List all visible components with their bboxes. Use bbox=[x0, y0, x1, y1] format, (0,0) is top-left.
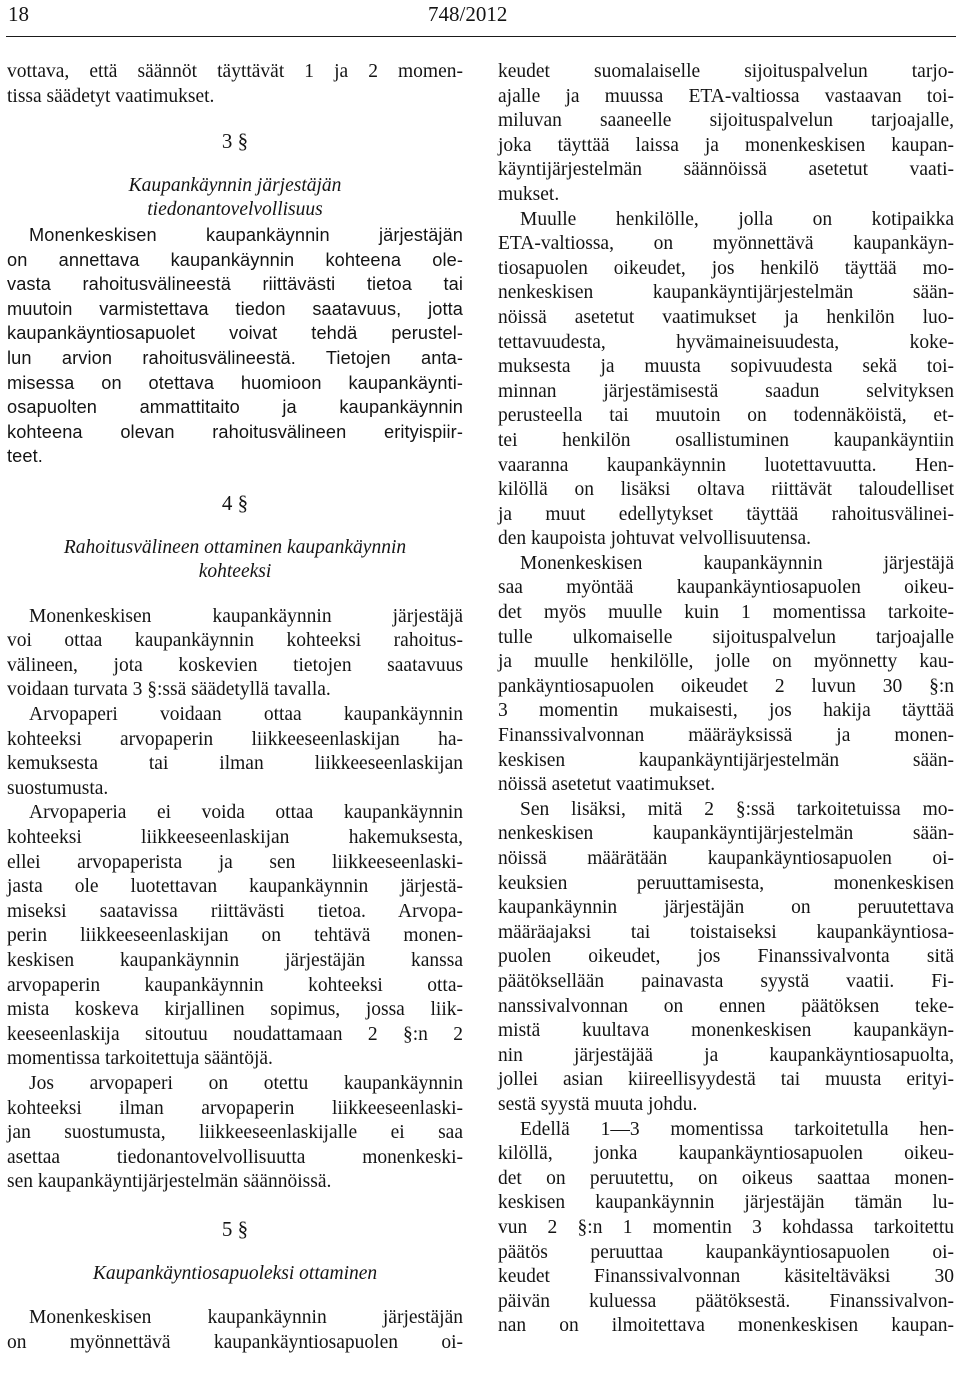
section-4-number: 4 § bbox=[221, 490, 249, 515]
text-line: nan on ilmoitettava monenkeskisen kaupan- bbox=[498, 1315, 954, 1337]
page-number: 18 bbox=[8, 2, 29, 26]
section-4-paragraph-2 bbox=[7, 703, 463, 801]
text-line: keudet Finanssivalvonnan käsiteltäväksi 30 bbox=[498, 1266, 954, 1288]
text-line: keskisen kaupankäyntijärjestelmän sään- bbox=[498, 749, 954, 771]
right-paragraph-5 bbox=[498, 1118, 954, 1339]
text-line: det myös muulle kuin 1 momentissa tarkoite- bbox=[498, 602, 954, 624]
text-line: kaupankäynnin järjestäjän on peruutettava bbox=[498, 897, 954, 919]
text-line: vaaranna kaupankäynnin luotettavuutta. Hen- bbox=[498, 454, 954, 476]
text-line: 3 momentin mukaisesti, jos hakija täyttää bbox=[498, 700, 954, 722]
text-line: asettaa tiedonantovelvollisuutta monenkeski- bbox=[7, 1146, 463, 1168]
text-line: kohteena olevan rahoitusvälineen erityispiir- bbox=[7, 421, 463, 442]
text-line: saa myöntää kaupankäyntiosapuolen oikeu- bbox=[498, 577, 954, 599]
text-line: tettavuudesta, hyvämaineisuudesta, koke- bbox=[498, 331, 954, 353]
text-line: keskisen kaupankäynnin järjestäjän tämän lu- bbox=[498, 1192, 954, 1214]
text-line: muutoin varmistettava tiedon saatavuus, jotta bbox=[7, 298, 463, 319]
section-5-number: 5 § bbox=[221, 1216, 249, 1241]
text-line: voidaan turvata 3 §:ssä säädetyllä tavalla. bbox=[7, 679, 331, 701]
text-line: Muulle henkilölle, jolla on kotipaikka bbox=[520, 208, 954, 230]
text-line: päätös peruuttaa kaupankäyntiosapuolen oi- bbox=[498, 1241, 954, 1263]
text-line: teet. bbox=[7, 446, 43, 467]
text-line: on myönnettävä kaupankäyntiosapuolen oi- bbox=[7, 1331, 463, 1353]
right-column bbox=[498, 60, 954, 1339]
text-line: misessa on otettava huomioon kaupankäynti- bbox=[7, 372, 463, 393]
text-line: Monenkeskisen kaupankäynnin järjestäjä bbox=[29, 605, 463, 627]
text-line: Monenkeskisen kaupankäynnin järjestäjän bbox=[29, 224, 463, 245]
intro-paragraph bbox=[7, 60, 463, 109]
text-line: det on peruutettu, on oikeus saattaa monen- bbox=[498, 1167, 954, 1189]
section-4-title-line: Rahoitusvälineen ottaminen kaupankäynnin bbox=[63, 536, 407, 558]
text-line: puolen oikeudet, jos Finanssivalvonta sitä bbox=[498, 946, 954, 968]
text-line: nenkeskisen kaupankäyntijärjestelmän sään- bbox=[498, 282, 954, 304]
section-5-title-line: Kaupankäyntiosapuoleksi ottaminen bbox=[92, 1262, 378, 1284]
text-line: tei henkilön osallistuminen kaupankäyntiin bbox=[498, 429, 954, 451]
text-line: nenkeskisen kaupankäyntijärjestelmän sään- bbox=[498, 823, 954, 845]
text-line: vasta rahoitusvälineestä riittävästi tietoa tai bbox=[7, 274, 463, 295]
text-line: tiosapuolen oikeudet, jos henkilö täyttää mo- bbox=[498, 257, 954, 279]
text-line: keuksien peruuttamisesta, monenkeskisen bbox=[498, 872, 954, 894]
text-line: kilöllä, jonka kaupankäyntiosapuolen oikeu- bbox=[498, 1143, 954, 1165]
text-line: Monenkeskisen kaupankäynnin järjestäjä bbox=[520, 552, 954, 574]
text-line: miseksi saatavissa riittävästi tietoa. Arvopa- bbox=[7, 900, 463, 922]
text-line: perusteella tai muutoin on todennäköistä, et- bbox=[498, 405, 954, 427]
text-line: kaupankäyntiosapuolet voivat tehdä perustel- bbox=[7, 323, 463, 344]
text-line: kohteeksi ilman arvopaperin liikkeeseenlaski- bbox=[7, 1097, 463, 1119]
text-line: vun 2 §:n 1 momentin 3 kohdassa tarkoitettu bbox=[498, 1216, 954, 1238]
text-line: vottava, että säännöt täyttävät 1 ja 2 momen- bbox=[7, 61, 463, 82]
text-line: tulle ulkomaiselle sijoituspalvelun tarjoajalle bbox=[498, 626, 954, 648]
text-line: nöissä asetetut vaatimukset. bbox=[498, 774, 716, 796]
text-line: ja muut edellytykset täyttää rahoitusvälinei- bbox=[498, 503, 954, 525]
section-3-title-line: tiedonantovelvollisuus bbox=[147, 199, 323, 221]
text-line: den kaupoista johtuvat velvollisuutensa. bbox=[498, 528, 812, 550]
text-line: Arvopaperia ei voida ottaa kaupankäynnin bbox=[29, 802, 463, 824]
section-3-title-line: Kaupankäynnin järjestäjän bbox=[128, 174, 342, 196]
section-4-paragraph-4 bbox=[7, 1072, 463, 1195]
text-line: jan suostumusta, liikkeeseenlaskijalle ei saa bbox=[7, 1122, 463, 1144]
text-line: keskisen kaupankäynnin järjestäjän kanssa bbox=[7, 950, 463, 971]
text-line: minnan järjestämisestä saadun selvityksen bbox=[498, 380, 954, 402]
text-line: momentissa tarkoitettuja sääntöjä. bbox=[7, 1048, 273, 1070]
text-line: suostumusta. bbox=[7, 777, 109, 799]
text-line: muksesta ja muusta sopivuudesta sekä toi- bbox=[498, 356, 954, 378]
section-3-body bbox=[7, 223, 463, 469]
left-column bbox=[7, 60, 463, 1355]
text-line: mistä kuultava monenkeskisen kaupankäyn- bbox=[498, 1020, 954, 1042]
text-line: osapuolten ammattitaito ja kaupankäynnin bbox=[7, 397, 463, 418]
page-header bbox=[0, 0, 960, 36]
text-line: Finanssivalvonnan määräyksissä ja monen- bbox=[498, 725, 954, 747]
right-paragraph-2 bbox=[498, 208, 954, 552]
text-line: kohteeksi liikkeeseenlaskijan hakemuksesta, bbox=[7, 827, 463, 849]
text-line: voi ottaa kaupankäynnin kohteeksi rahoitus- bbox=[7, 630, 463, 652]
text-line: mukset. bbox=[498, 183, 560, 205]
text-line: ETA-valtiossa, on myönnettävä kaupankäyn- bbox=[498, 233, 954, 255]
text-line: Sen lisäksi, mitä 2 §:ssä tarkoitetuissa mo- bbox=[520, 798, 954, 820]
text-line: pankäyntiosapuolen oikeudet 2 luvun 30 §:n bbox=[498, 675, 954, 697]
text-line: ajalle ja muussa ETA-valtiossa vastaavan toi- bbox=[498, 85, 954, 107]
right-paragraph-1 bbox=[498, 60, 954, 208]
section-3-number: 3 § bbox=[221, 129, 249, 154]
text-line: keeseenlaskija sitoutuu noudattamaan 2 §:n 2 bbox=[7, 1023, 463, 1045]
document-number: 748/2012 bbox=[428, 2, 508, 26]
text-line: jasta ole luotettavan kaupankäynnin järjestä- bbox=[7, 876, 463, 898]
text-line: päätöksellään painavasta syystä vaatii. Fi- bbox=[498, 970, 954, 992]
text-line: mista koskeva kirjallinen sopimus, jossa liik- bbox=[7, 999, 463, 1021]
text-line: Edellä 1—3 momentissa tarkoitetulla hen- bbox=[520, 1118, 954, 1140]
text-line: Jos arvopaperi on otettu kaupankäynnin bbox=[29, 1072, 463, 1094]
text-line: kemuksesta tai ilman liikkeeseenlaskijan bbox=[7, 753, 463, 775]
text-line: ja muulle henkilölle, jolle on myönnetty kau- bbox=[498, 651, 954, 673]
text-line: jollei asian kiireellisyydestä tai muusta erityi- bbox=[498, 1069, 954, 1091]
text-line: kohteeksi arvopaperin liikkeeseenlaskijan ha- bbox=[7, 728, 463, 750]
text-line: kilöllä on lisäksi oltava riittävät taloudelliset bbox=[498, 479, 954, 501]
section-5-body bbox=[7, 1306, 463, 1355]
text-line: miluvan saaneelle sijoituspalvelun tarjoajalle, bbox=[498, 110, 954, 132]
text-line: nanssivalvonnan on ennen päätöksen teke- bbox=[498, 995, 954, 1017]
section-4-paragraph-1 bbox=[7, 605, 463, 703]
header-divider bbox=[6, 36, 956, 37]
section-4-title-line: kohteeksi bbox=[198, 561, 272, 583]
text-line: sestä syystä muuta johdu. bbox=[498, 1093, 698, 1115]
text-line: arvopaperin kaupankäynnin kohteeksi otta- bbox=[7, 974, 463, 996]
text-line: välineen, jota koskevien tietojen saatavuus bbox=[7, 654, 463, 676]
text-line: nin järjestäjää ja kaupankäyntiosapuolta, bbox=[498, 1044, 954, 1066]
right-paragraph-4 bbox=[498, 798, 954, 1118]
text-line: on annettava kaupankäynnin kohteena ole- bbox=[7, 249, 463, 270]
text-line: lun arvion rahoitusvälineestä. Tietojen anta- bbox=[7, 347, 463, 368]
text-line: perin liikkeeseenlaskijan on tehtävä monen- bbox=[7, 925, 463, 947]
text-line: joka täyttää laissa ja monenkeskisen kaupan- bbox=[498, 134, 954, 156]
text-line: nöissä määrätään kaupankäyntiosapuolen oi- bbox=[498, 848, 954, 869]
text-line: käyntijärjestelmän säännöissä asetetut vaati- bbox=[498, 159, 954, 181]
text-line: ellei arvopaperista ja sen liikkeeseenlaski- bbox=[7, 851, 463, 873]
text-line: nöissä asetetut vaatimukset ja henkilön luo- bbox=[498, 306, 954, 328]
text-line: keudet suomalaiselle sijoituspalvelun tarjo- bbox=[498, 61, 954, 82]
text-line: Arvopaperi voidaan ottaa kaupankäynnin bbox=[29, 704, 463, 726]
text-line: sen kaupankäyntijärjestelmän säännöissä. bbox=[7, 1171, 332, 1193]
text-line: tissa säädetyt vaatimukset. bbox=[7, 85, 215, 107]
text-line: päivän kuluessa päätöksestä. Finanssivalvon- bbox=[498, 1290, 954, 1312]
right-paragraph-3 bbox=[498, 552, 954, 798]
section-4-paragraph-3 bbox=[7, 801, 463, 1072]
text-line: Monenkeskisen kaupankäynnin järjestäjän bbox=[29, 1307, 463, 1329]
text-line: määräajaksi tai toistaiseksi kaupankäyntiosa- bbox=[498, 921, 954, 943]
